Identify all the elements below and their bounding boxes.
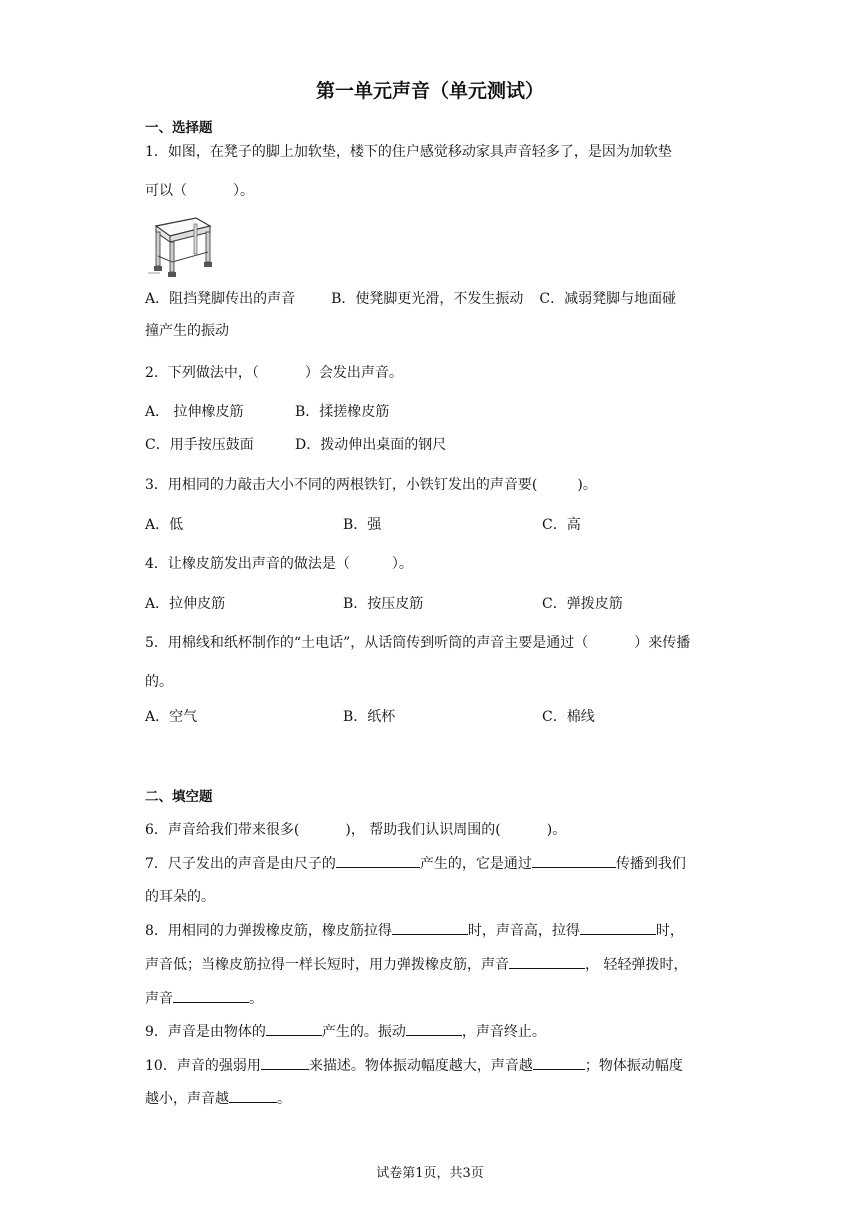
question-3-text-b: )。 — [577, 477, 597, 493]
question-6 — [145, 819, 566, 839]
question-2-stem — [145, 362, 403, 382]
question-9-text-c: ，声音终止。 — [461, 1024, 546, 1040]
question-1-option-a[interactable]: A．阻挡凳脚传出的声音 — [145, 291, 296, 307]
question-3-option-a[interactable]: A．低 — [145, 517, 184, 533]
question-5-option-c[interactable]: C．棉线 — [542, 709, 595, 725]
question-4-option-a[interactable]: A．拉伸皮筋 — [145, 596, 226, 612]
question-9-blank-2[interactable] — [406, 1021, 462, 1036]
question-8-blank-4[interactable] — [173, 988, 249, 1003]
question-2-option-a[interactable]: A． 拉伸橡皮筋 — [145, 404, 244, 420]
question-10-blank-3[interactable] — [229, 1088, 277, 1103]
question-6-text-a: 6．声音给我们带来很多( — [145, 822, 300, 838]
question-3-stem — [145, 474, 597, 494]
page-footer: 试卷第1页，共3页 — [376, 1166, 484, 1181]
question-10-text-d: 越小，声音越 — [145, 1091, 229, 1107]
question-1-options-line — [145, 288, 676, 308]
question-8-line-2 — [145, 954, 687, 974]
question-8-line-1 — [145, 920, 684, 940]
question-3-option-b[interactable]: B．强 — [343, 517, 382, 533]
question-2-text-b: ）会发出声音。 — [304, 365, 403, 381]
stool-image — [144, 216, 216, 278]
question-1-text-b: ）。 — [233, 183, 254, 199]
question-1-option-c[interactable]: C．减弱凳脚与地面碰 — [539, 291, 677, 307]
question-8-blank-3[interactable] — [509, 954, 585, 969]
question-4-stem — [145, 553, 413, 573]
question-8-text-a: 8．用相同的力弹拨橡皮筋，橡皮筋拉得 — [145, 923, 392, 939]
question-1-line-1: 1．如图，在凳子的脚上加软垫，楼下的住户感觉移动家具声音轻多了，是因为加软垫 — [145, 144, 672, 160]
question-2-option-c[interactable]: C．用手按压鼓面 — [145, 437, 254, 453]
question-10-text-b: 来描述。物体振动幅度越大，声音越 — [308, 1058, 533, 1074]
question-5-line-2: 的。 — [145, 674, 173, 690]
question-8-blank-2[interactable] — [580, 920, 656, 935]
question-4-option-b[interactable]: B．按压皮筋 — [343, 596, 424, 612]
question-10-line-1 — [145, 1055, 683, 1075]
question-8-blank-1[interactable] — [392, 920, 468, 935]
question-8-text-b: 时，声音高，拉得 — [467, 923, 580, 939]
question-4-text-a: 4．让橡皮筋发出声音的做法是（ — [145, 556, 350, 572]
question-9 — [145, 1021, 546, 1041]
question-8-text-e: ， 轻轻弹拨时， — [585, 957, 688, 973]
question-8-text-d: 声音低；当橡皮筋拉得一样长短时，用力弹拨橡皮筋，声音 — [145, 957, 509, 973]
question-4-text-b: ）。 — [391, 556, 413, 572]
question-5-option-a[interactable]: A．空气 — [145, 709, 198, 725]
question-3-option-c[interactable]: C．高 — [542, 517, 581, 533]
page-title: 第一单元声音（单元测试） — [315, 80, 544, 102]
question-5-option-b[interactable]: B．纸杯 — [343, 709, 396, 725]
question-10-text-e: 。 — [277, 1091, 291, 1107]
section-heading-fill: 二、填空题 — [145, 789, 213, 805]
question-1-option-c-cont[interactable]: 撞产生的振动 — [145, 323, 229, 339]
question-2-option-d[interactable]: D．拨动伸出桌面的钢尺 — [295, 437, 447, 453]
question-7-text-b: 产生的，它是通过 — [419, 856, 532, 872]
question-9-text-b: 产生的。振动 — [321, 1024, 406, 1040]
question-3-text-a: 3．用相同的力敲击大小不同的两根铁钉，小铁钉发出的声音要( — [145, 477, 538, 493]
question-8-text-g: 。 — [249, 991, 263, 1007]
question-7-text-c: 传播到我们 — [615, 856, 686, 872]
question-4-option-c[interactable]: C．弹拨皮筋 — [542, 596, 623, 612]
question-1-line-2 — [145, 180, 254, 200]
question-7-text-a: 7．尺子发出的声音是由尺子的 — [145, 856, 336, 872]
question-7-blank-1[interactable] — [336, 853, 420, 868]
question-9-text-a: 9．声音是由物体的 — [145, 1024, 266, 1040]
question-2-text-a: 2．下列做法中，（ — [145, 365, 259, 381]
question-5-text-a: 5．用棉线和纸杯制作的“土电话”，从话筒传到听筒的声音主要是通过（ — [145, 635, 589, 651]
question-7-line-1 — [145, 853, 686, 873]
question-6-text-b: )， 帮助我们认识周围的( — [345, 822, 501, 838]
question-1-text-a: 可以（ — [145, 183, 187, 199]
question-9-blank-1[interactable] — [266, 1021, 322, 1036]
question-6-text-c: )。 — [546, 822, 567, 838]
question-5-line-1 — [145, 632, 690, 652]
question-2-option-b[interactable]: B．揉搓橡皮筋 — [295, 404, 390, 420]
question-1-option-b[interactable]: B．使凳脚更光滑，不发生振动 — [331, 291, 524, 307]
question-10-text-a: 10．声音的强弱用 — [145, 1058, 261, 1074]
question-8-text-c: 时， — [655, 923, 684, 939]
question-10-blank-1[interactable] — [261, 1055, 309, 1070]
question-10-line-2 — [145, 1088, 291, 1108]
question-5-text-b: ）来传播 — [634, 635, 691, 651]
question-7-blank-2[interactable] — [532, 853, 616, 868]
question-10-text-c: ；物体振动幅度 — [584, 1058, 683, 1074]
question-7-line-2: 的耳朵的。 — [145, 889, 215, 905]
section-heading-choice: 一、选择题 — [145, 120, 213, 136]
question-8-line-3 — [145, 988, 263, 1008]
question-10-blank-2[interactable] — [533, 1055, 585, 1070]
question-8-text-f: 声音 — [145, 991, 173, 1007]
